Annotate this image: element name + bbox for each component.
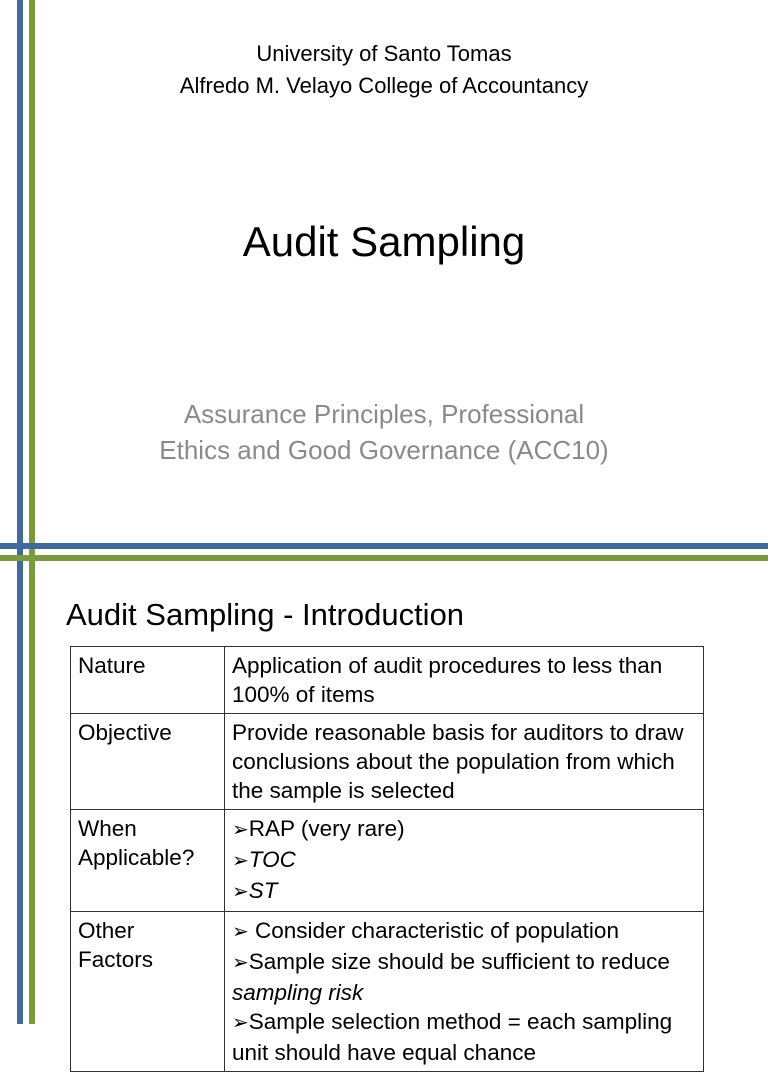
label-line: Applicable?	[78, 845, 195, 870]
subtitle-line-1: Assurance Principles, Professional	[183, 399, 585, 429]
list-item: ➢Sample size should be sufficient to reduce sampling risk	[232, 949, 670, 1005]
subtitle-line-2: Ethics and Good Governance (ACC10)	[159, 435, 609, 465]
page-title: Audit Sampling	[242, 218, 526, 265]
arrow-bullet-icon: ➢	[232, 850, 249, 872]
row-text: Provide reasonable basis for auditors to draw conclusions about the population from which the sample is selected	[225, 714, 704, 810]
arrow-bullet-icon: ➢	[232, 921, 249, 943]
list-item: ➢ Consider characteristic of population	[232, 918, 619, 943]
table-row	[71, 647, 704, 714]
row-bullets	[225, 912, 704, 1072]
university-name: University of Santo Tomas	[256, 41, 512, 66]
row-label	[71, 912, 225, 1072]
list-item: ➢Sample selection method = each sampling unit should have equal chance	[232, 1009, 673, 1065]
college-name: Alfredo M. Velayo College of Accountancy	[179, 73, 589, 98]
intro-slide-title: Audit Sampling - Introduction	[66, 597, 465, 632]
list-item: ➢ST	[232, 878, 278, 903]
horizontal-blue-rule	[0, 543, 768, 549]
arrow-bullet-icon: ➢	[232, 881, 249, 903]
table-row	[71, 810, 704, 912]
arrow-bullet-icon: ➢	[232, 952, 249, 974]
intro-table	[70, 646, 704, 1072]
vertical-green-rule	[29, 0, 35, 1024]
course-subtitle	[60, 396, 708, 468]
row-label: Nature	[71, 647, 225, 714]
list-item: ➢TOC	[232, 847, 296, 872]
arrow-bullet-icon: ➢	[232, 1012, 249, 1034]
label-line: When	[78, 816, 137, 841]
table-row	[71, 714, 704, 810]
list-item: ➢RAP (very rare)	[232, 816, 405, 841]
vertical-blue-rule	[17, 0, 23, 1024]
row-bullets	[225, 810, 704, 912]
label-line: Factors	[78, 947, 154, 972]
label-line: Other	[78, 918, 135, 943]
institution-block	[0, 38, 768, 102]
row-text: Application of audit procedures to less than 100% of items	[225, 647, 704, 714]
row-label	[71, 810, 225, 912]
horizontal-green-rule	[0, 555, 768, 561]
table-row	[71, 912, 704, 1072]
arrow-bullet-icon: ➢	[232, 819, 249, 841]
row-label: Objective	[71, 714, 225, 810]
